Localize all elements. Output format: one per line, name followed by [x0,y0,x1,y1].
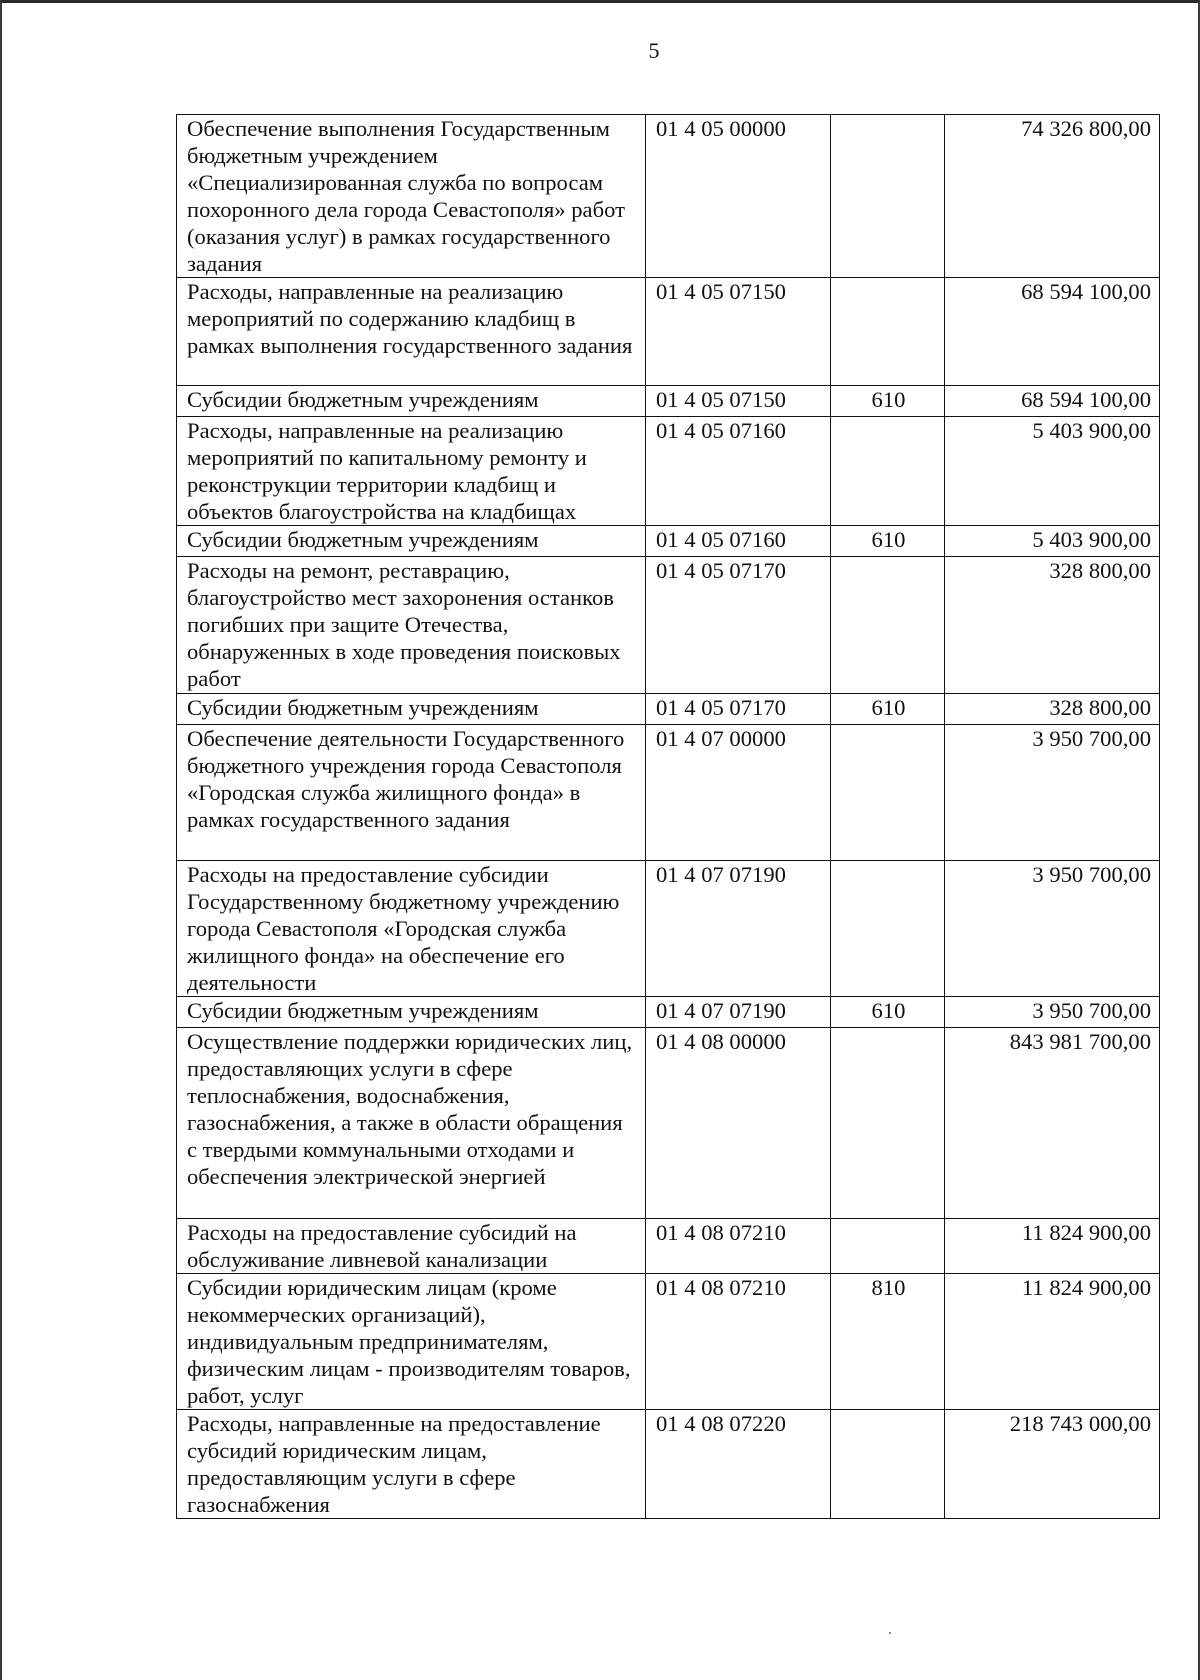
table-row [177,1219,1160,1274]
table-row [177,997,1160,1028]
target-code-cell: 01 4 05 07150 [646,386,831,417]
expense-name-cell: Расходы, направленные на предоставление субсидий юридическим лицам, предоставляющим услуги в сфере газоснабжения [177,1410,646,1519]
expense-type-cell [831,861,945,997]
target-code-cell: 01 4 05 07170 [646,694,831,725]
expense-type-cell [831,1219,945,1274]
table-row [177,526,1160,557]
table-row [177,725,1160,861]
expense-name-cell: Расходы на предоставление субсидии Государственному бюджетному учреждению города Севастополя «Городская служба жилищного фонда» на обеспечение его деятельности [177,861,646,997]
page-number: 5 [648,38,660,63]
expense-type-cell [831,1028,945,1219]
expense-name-cell: Расходы, направленные на реализацию мероприятий по капитальному ремонту и реконструкции территории кладбищ и объектов благоустройства на кладбищах [177,417,646,526]
expense-name-cell: Субсидии бюджетным учреждениям [177,386,646,417]
target-code-cell: 01 4 08 07210 [646,1219,831,1274]
amount-cell: 218 743 000,00 [945,1410,1160,1519]
table-row [177,417,1160,526]
table-row [177,115,1160,278]
target-code-cell: 01 4 05 07170 [646,557,831,694]
target-code-cell: 01 4 07 07190 [646,997,831,1028]
table-row [177,694,1160,725]
expense-name-cell: Расходы на ремонт, реставрацию, благоустройство мест захоронения останков погибших при защите Отечества, обнаруженных в ходе проведения поисковых работ [177,557,646,694]
expense-type-cell [831,278,945,386]
table-row [177,1410,1160,1519]
amount-cell: 68 594 100,00 [945,278,1160,386]
expense-type-cell: 810 [831,1274,945,1410]
expense-type-cell: 610 [831,386,945,417]
amount-cell: 3 950 700,00 [945,997,1160,1028]
amount-cell: 3 950 700,00 [945,725,1160,861]
amount-cell: 11 824 900,00 [945,1219,1160,1274]
target-code-cell: 01 4 08 07210 [646,1274,831,1410]
target-code-cell: 01 4 05 07160 [646,417,831,526]
expense-name-cell: Субсидии юридическим лицам (кроме некоммерческих организаций), индивидуальным предпринимателям, физическим лицам - производителям товаров, работ, услуг [177,1274,646,1410]
expense-type-cell [831,417,945,526]
expense-type-cell [831,115,945,278]
expense-name-cell: Обеспечение выполнения Государственным бюджетным учреждением «Специализированная служба по вопросам похоронного дела города Севастополя» работ (оказания услуг) в рамках государственного задания [177,115,646,278]
amount-cell: 74 326 800,00 [945,115,1160,278]
expense-name-cell: Расходы, направленные на реализацию мероприятий по содержанию кладбищ в рамках выполнения государственного задания [177,278,646,386]
expense-name-cell: Осуществление поддержки юридических лиц, предоставляющих услуги в сфере теплоснабжения, водоснабжения, газоснабжения, а также в области обращения с твердыми коммунальными отходами и обеспечения электрической энергией [177,1028,646,1219]
amount-cell: 5 403 900,00 [945,417,1160,526]
target-code-cell: 01 4 05 07160 [646,526,831,557]
amount-cell: 328 800,00 [945,694,1160,725]
expense-type-cell [831,1410,945,1519]
table-row [177,861,1160,997]
target-code-cell: 01 4 07 00000 [646,725,831,861]
expense-name-cell: Расходы на предоставление субсидий на обслуживание ливневой канализации [177,1219,646,1274]
target-code-cell: 01 4 05 07150 [646,278,831,386]
scan-speck [889,1632,891,1634]
amount-cell: 3 950 700,00 [945,861,1160,997]
amount-cell: 328 800,00 [945,557,1160,694]
target-code-cell: 01 4 08 07220 [646,1410,831,1519]
target-code-cell: 01 4 05 00000 [646,115,831,278]
amount-cell: 843 981 700,00 [945,1028,1160,1219]
expense-name-cell: Обеспечение деятельности Государственного бюджетного учреждения города Севастополя «Городская служба жилищного фонда» в рамках государственного задания [177,725,646,861]
expense-name-cell: Субсидии бюджетным учреждениям [177,526,646,557]
expense-type-cell: 610 [831,694,945,725]
scan-edge-left [0,0,2,1680]
budget-table-body [177,115,1160,1519]
expense-name-cell: Субсидии бюджетным учреждениям [177,997,646,1028]
amount-cell: 68 594 100,00 [945,386,1160,417]
expense-type-cell: 610 [831,997,945,1028]
budget-table [176,114,1160,1519]
table-row [177,278,1160,386]
table-row [177,1028,1160,1219]
target-code-cell: 01 4 08 00000 [646,1028,831,1219]
expense-type-cell: 610 [831,526,945,557]
table-row [177,386,1160,417]
expense-name-cell: Субсидии бюджетным учреждениям [177,694,646,725]
amount-cell: 5 403 900,00 [945,526,1160,557]
table-row [177,557,1160,694]
expense-type-cell [831,725,945,861]
expense-type-cell [831,557,945,694]
amount-cell: 11 824 900,00 [945,1274,1160,1410]
scan-edge-top [0,0,1200,3]
table-row [177,1274,1160,1410]
target-code-cell: 01 4 07 07190 [646,861,831,997]
